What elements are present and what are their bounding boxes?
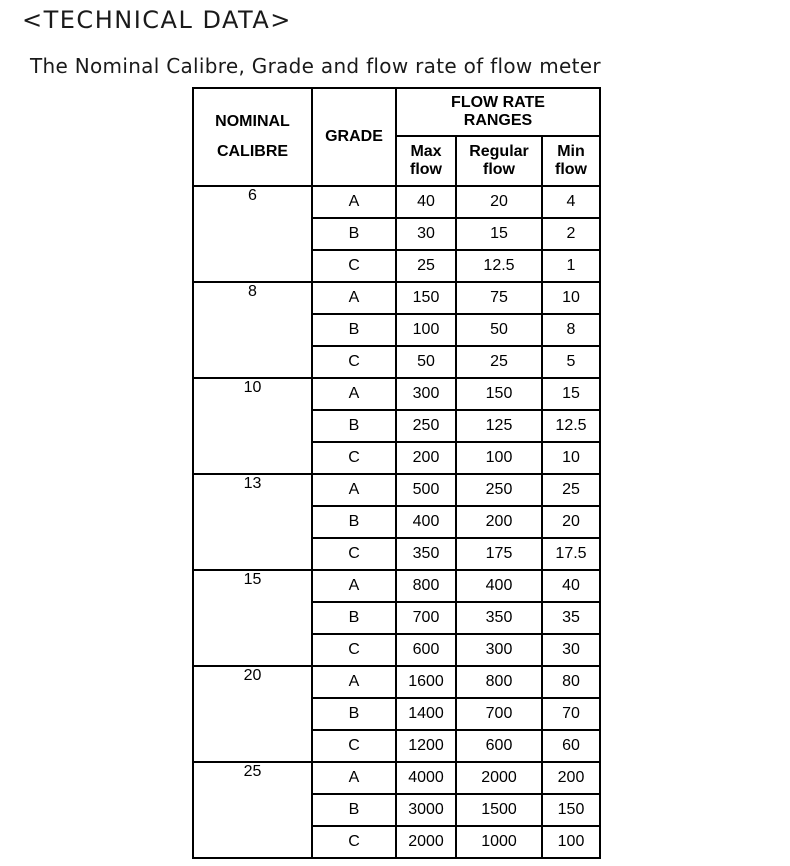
header-max-line2: flow xyxy=(410,161,442,178)
max-flow-cell: 150 xyxy=(396,282,456,314)
grade-cell: B xyxy=(312,698,396,730)
regular-flow-cell: 350 xyxy=(456,602,542,634)
header-min-line1: Min xyxy=(557,143,585,160)
regular-flow-cell: 400 xyxy=(456,570,542,602)
regular-flow-cell: 300 xyxy=(456,634,542,666)
max-flow-cell: 1600 xyxy=(396,666,456,698)
table-row xyxy=(193,762,600,794)
grade-cell: C xyxy=(312,442,396,474)
header-min-line2: flow xyxy=(555,161,587,178)
grade-cell: A xyxy=(312,762,396,794)
min-flow-cell: 17.5 xyxy=(542,538,600,570)
min-flow-cell: 4 xyxy=(542,186,600,218)
calibre-cell: 15 xyxy=(193,570,312,666)
regular-flow-cell: 125 xyxy=(456,410,542,442)
calibre-cell: 13 xyxy=(193,474,312,570)
min-flow-cell: 12.5 xyxy=(542,410,600,442)
calibre-cell: 20 xyxy=(193,666,312,762)
grade-cell: C xyxy=(312,250,396,282)
grade-cell: A xyxy=(312,186,396,218)
regular-flow-cell: 20 xyxy=(456,186,542,218)
min-flow-cell: 80 xyxy=(542,666,600,698)
page-subheading: The Nominal Calibre, Grade and flow rate of flow meter xyxy=(30,54,601,78)
regular-flow-cell: 2000 xyxy=(456,762,542,794)
max-flow-cell: 4000 xyxy=(396,762,456,794)
max-flow-cell: 2000 xyxy=(396,826,456,858)
header-nominal-line1: NOMINAL xyxy=(215,113,290,130)
max-flow-cell: 1400 xyxy=(396,698,456,730)
grade-cell: C xyxy=(312,730,396,762)
table-row xyxy=(193,570,600,602)
regular-flow-cell: 25 xyxy=(456,346,542,378)
header-min-flow xyxy=(542,136,600,186)
regular-flow-cell: 1000 xyxy=(456,826,542,858)
max-flow-cell: 50 xyxy=(396,346,456,378)
min-flow-cell: 60 xyxy=(542,730,600,762)
min-flow-cell: 35 xyxy=(542,602,600,634)
regular-flow-cell: 175 xyxy=(456,538,542,570)
header-flow-rate-ranges xyxy=(396,88,600,136)
max-flow-cell: 400 xyxy=(396,506,456,538)
grade-cell: C xyxy=(312,538,396,570)
regular-flow-cell: 700 xyxy=(456,698,542,730)
header-regular-line1: Regular xyxy=(469,143,529,160)
max-flow-cell: 25 xyxy=(396,250,456,282)
min-flow-cell: 25 xyxy=(542,474,600,506)
calibre-cell: 25 xyxy=(193,762,312,858)
min-flow-cell: 150 xyxy=(542,794,600,826)
calibre-cell: 6 xyxy=(193,186,312,282)
max-flow-cell: 100 xyxy=(396,314,456,346)
grade-cell: C xyxy=(312,826,396,858)
table-row xyxy=(193,282,600,314)
min-flow-cell: 20 xyxy=(542,506,600,538)
grade-cell: B xyxy=(312,506,396,538)
max-flow-cell: 700 xyxy=(396,602,456,634)
regular-flow-cell: 150 xyxy=(456,378,542,410)
max-flow-cell: 40 xyxy=(396,186,456,218)
table-row xyxy=(193,186,600,218)
min-flow-cell: 30 xyxy=(542,634,600,666)
min-flow-cell: 10 xyxy=(542,442,600,474)
regular-flow-cell: 100 xyxy=(456,442,542,474)
table-header xyxy=(193,88,600,186)
grade-cell: C xyxy=(312,634,396,666)
max-flow-cell: 30 xyxy=(396,218,456,250)
regular-flow-cell: 12.5 xyxy=(456,250,542,282)
header-nominal-line2: CALIBRE xyxy=(216,143,289,160)
grade-cell: B xyxy=(312,602,396,634)
header-nominal-calibre xyxy=(193,88,312,186)
grade-cell: A xyxy=(312,378,396,410)
max-flow-cell: 800 xyxy=(396,570,456,602)
grade-cell: A xyxy=(312,666,396,698)
min-flow-cell: 5 xyxy=(542,346,600,378)
max-flow-cell: 300 xyxy=(396,378,456,410)
min-flow-cell: 100 xyxy=(542,826,600,858)
min-flow-cell: 40 xyxy=(542,570,600,602)
header-grade: GRADE xyxy=(312,88,396,186)
grade-cell: B xyxy=(312,218,396,250)
max-flow-cell: 3000 xyxy=(396,794,456,826)
regular-flow-cell: 200 xyxy=(456,506,542,538)
max-flow-cell: 250 xyxy=(396,410,456,442)
max-flow-cell: 500 xyxy=(396,474,456,506)
min-flow-cell: 8 xyxy=(542,314,600,346)
table-row xyxy=(193,474,600,506)
table-row xyxy=(193,378,600,410)
page-heading: <TECHNICAL DATA> xyxy=(22,6,292,34)
regular-flow-cell: 1500 xyxy=(456,794,542,826)
grade-cell: C xyxy=(312,346,396,378)
grade-cell: A xyxy=(312,474,396,506)
header-range-line2: RANGES xyxy=(463,112,533,129)
calibre-cell: 8 xyxy=(193,282,312,378)
min-flow-cell: 10 xyxy=(542,282,600,314)
max-flow-cell: 600 xyxy=(396,634,456,666)
max-flow-cell: 350 xyxy=(396,538,456,570)
regular-flow-cell: 600 xyxy=(456,730,542,762)
grade-cell: A xyxy=(312,282,396,314)
max-flow-cell: 200 xyxy=(396,442,456,474)
grade-cell: B xyxy=(312,314,396,346)
header-max-flow xyxy=(396,136,456,186)
min-flow-cell: 1 xyxy=(542,250,600,282)
header-range-line1: FLOW RATE xyxy=(451,94,545,111)
regular-flow-cell: 800 xyxy=(456,666,542,698)
table-row xyxy=(193,666,600,698)
regular-flow-cell: 15 xyxy=(456,218,542,250)
header-regular-line2: flow xyxy=(483,161,515,178)
header-max-line1: Max xyxy=(410,143,442,160)
regular-flow-cell: 250 xyxy=(456,474,542,506)
min-flow-cell: 2 xyxy=(542,218,600,250)
regular-flow-cell: 50 xyxy=(456,314,542,346)
grade-cell: B xyxy=(312,794,396,826)
regular-flow-cell: 75 xyxy=(456,282,542,314)
grade-cell: B xyxy=(312,410,396,442)
table-body xyxy=(193,186,600,858)
min-flow-cell: 15 xyxy=(542,378,600,410)
calibre-cell: 10 xyxy=(193,378,312,474)
grade-cell: A xyxy=(312,570,396,602)
max-flow-cell: 1200 xyxy=(396,730,456,762)
technical-data-table xyxy=(192,87,601,859)
header-row-top xyxy=(193,88,600,136)
header-regular-flow xyxy=(456,136,542,186)
min-flow-cell: 200 xyxy=(542,762,600,794)
min-flow-cell: 70 xyxy=(542,698,600,730)
